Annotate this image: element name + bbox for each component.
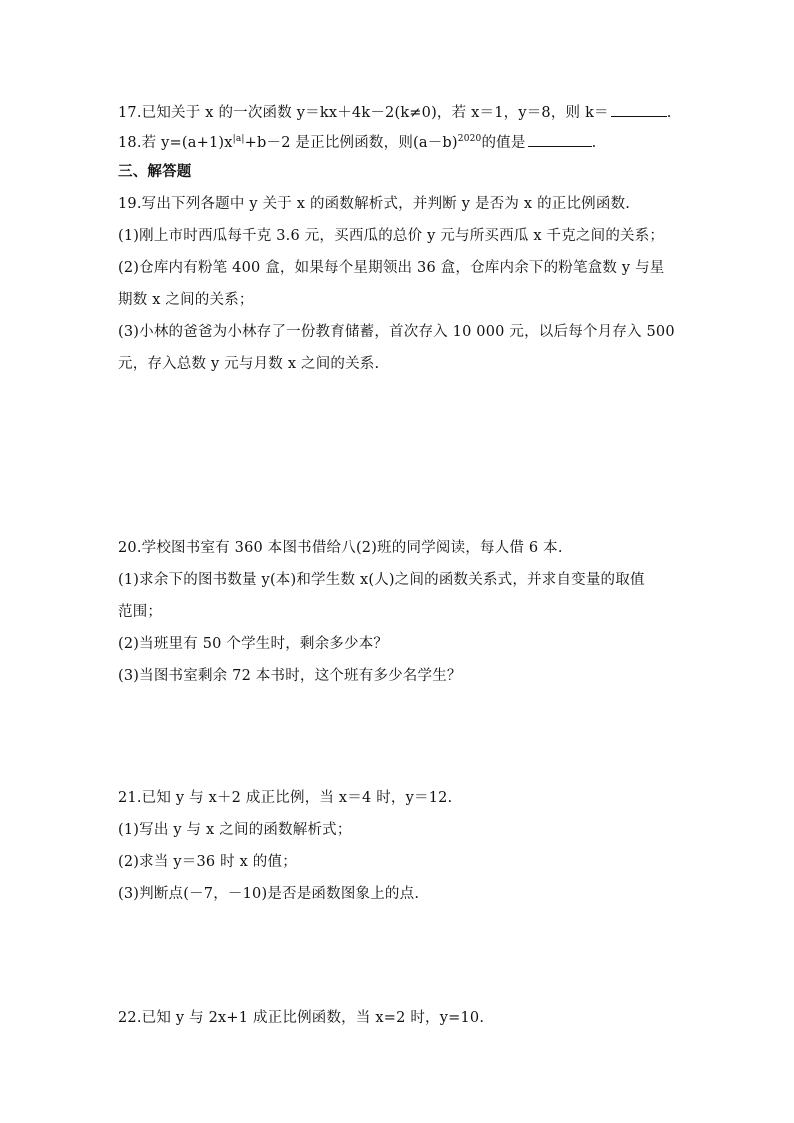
- exponent-abs-a: |a|: [232, 134, 245, 144]
- question-19-part-2-line-2: 期数 x 之间的关系；: [118, 292, 254, 308]
- question-18: [118, 132, 596, 153]
- question-21-stem: 21.已知 y 与 x＋2 成正比例，当 x＝4 时，y＝12.: [118, 790, 453, 806]
- section-heading: 三、解答题: [118, 163, 192, 180]
- question-18-pre: 18.若 y=(a+1)x: [118, 135, 233, 151]
- question-21-part-2: (2)求当 y＝36 时 x 的值；: [118, 854, 297, 870]
- question-19-part-2-line-1: (2)仓库内有粉笔 400 盒，如果每个星期领出 36 盒，仓库内余下的粉笔盒数 y 与星: [118, 260, 665, 276]
- answer-blank: [611, 102, 667, 117]
- question-20-part-1-line-1: (1)求余下的图书数量 y(本)和学生数 x(人)之间的函数关系式，并求自变量的取值: [118, 572, 645, 588]
- question-19-part-3-line-1: (3)小林的爸爸为小林存了一份教育储蓄，首次存入 10 000 元，以后每个月存入 500: [118, 324, 675, 340]
- question-20-part-3: (3)当图书室剩余 72 本书时，这个班有多少名学生？: [118, 668, 462, 684]
- question-17-text: 17.已知关于 x 的一次函数 y＝kx＋4k－2(k≠0)，若 x＝1，y＝8，则 k＝: [118, 105, 609, 121]
- question-18-post: 的值是: [481, 135, 526, 151]
- question-17: [118, 102, 672, 123]
- question-19-part-1: (1)刚上市时西瓜每千克 3.6 元，买西瓜的总价 y 元与所买西瓜 x 千克之间的关系；: [118, 228, 665, 244]
- question-21-part-3: (3)判断点(－7，－10)是否是函数图象上的点.: [118, 886, 420, 902]
- question-20-part-1-line-2: 范围；: [118, 604, 163, 620]
- question-22-stem: 22.已知 y 与 2x+1 成正比例函数，当 x=2 时，y=10.: [118, 1010, 485, 1026]
- question-17-end: .: [666, 105, 672, 121]
- question-20-part-2: (2)当班里有 50 个学生时，剩余多少本？: [118, 636, 389, 652]
- question-20-stem: 20.学校图书室有 360 本图书借给八(2)班的同学阅读，每人借 6 本.: [118, 540, 563, 556]
- question-19-stem: 19.写出下列各题中 y 关于 x 的函数解析式，并判断 y 是否为 x 的正比例函数.: [118, 196, 631, 212]
- question-21-part-1: (1)写出 y 与 x 之间的函数解析式；: [118, 822, 352, 838]
- answer-blank: [528, 132, 592, 147]
- question-18-mid: +b－2 是正比例函数，则(a－b): [244, 135, 458, 151]
- question-19-part-3-line-2: 元，存入总数 y 元与月数 x 之间的关系.: [118, 356, 380, 372]
- question-18-end: .: [591, 135, 597, 151]
- exponent-2020: 2020: [457, 134, 482, 144]
